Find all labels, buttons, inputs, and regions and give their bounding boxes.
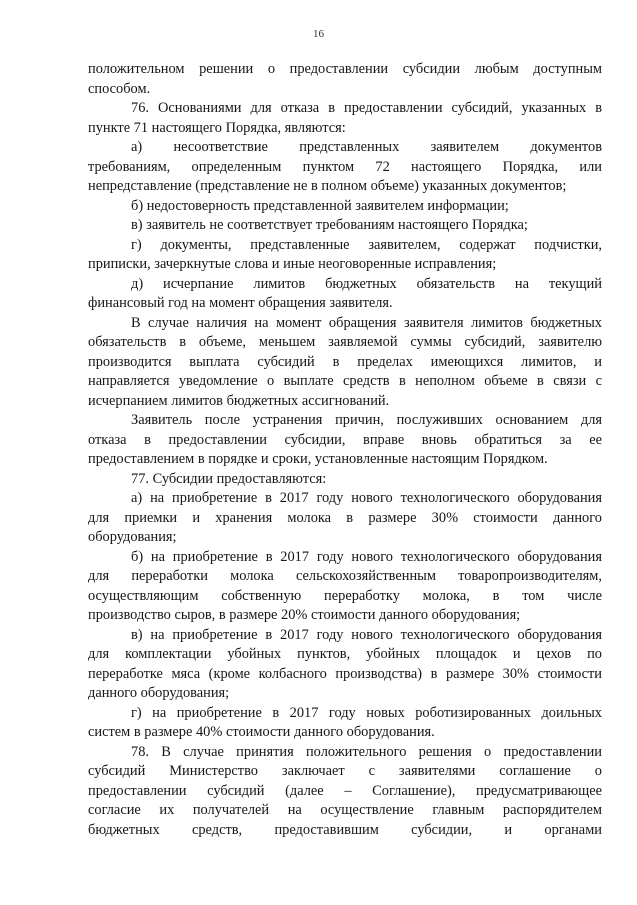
text-line: 77. Субсидии предоставляются: — [131, 470, 327, 487]
text-line: предоставлением в порядке и сроки, установленные настоящим Порядком. — [88, 451, 548, 467]
text-line: исчерпанием лимитов бюджетных ассигнований. — [88, 392, 390, 409]
text-line: способом. — [88, 80, 151, 97]
text-line: приписки, зачеркнутые слова и иные неоговоренные исправления; — [88, 256, 497, 272]
text-line: д) исчерпание лимитов бюджетных обязательств на текущий — [131, 275, 602, 292]
text-line: б) недостоверность представленной заявителем информации; — [131, 197, 509, 214]
text-line: отказа в предоставлении субсидии, вправе вновь обратиться за ее — [88, 431, 602, 448]
text-line: г) документы, представленные заявителем, содержат подчистки, — [131, 236, 602, 253]
document-body — [88, 60, 602, 840]
text-line: производится выплата субсидий в пределах имеющихся лимитов, и — [88, 353, 602, 370]
text-line: в) заявитель не соответствует требованиям настоящего Порядка; — [131, 217, 528, 233]
text-line: 78. В случае принятия положительного решения о предоставлении — [131, 743, 602, 760]
text-line: оборудования; — [88, 529, 177, 545]
text-line: пункте 71 настоящего Порядка, являются: — [88, 119, 346, 136]
text-line: требованиям, определенным пунктом 72 настоящего Порядка, или — [88, 158, 602, 175]
text-line: В случае наличия на момент обращения заявителя лимитов бюджетных — [131, 314, 602, 331]
text-line: для комплектации убойных пунктов, убойных площадок и цехов по — [88, 646, 602, 662]
text-line: субсидий Министерство заключает с заявителями соглашение о — [88, 763, 602, 779]
text-line: Заявитель после устранения причин, послуживших основанием для — [131, 412, 602, 428]
text-line: данного оборудования; — [88, 685, 230, 701]
text-line: систем в размере 40% стоимости данного оборудования. — [88, 724, 435, 740]
text-line: положительном решении о предоставлении субсидии любым доступным — [88, 61, 602, 77]
text-line: а) несоответствие представленных заявителем документов — [131, 139, 602, 155]
text-line: переработке мяса (кроме колбасного производства) в размере 30% стоимости — [88, 665, 602, 682]
text-line: 76. Основаниями для отказа в предоставлении субсидий, указанных в — [131, 100, 602, 116]
text-line: для переработки молока сельскохозяйственным товаропроизводителям, — [88, 568, 602, 584]
text-line: для приемки и хранения молока в размере 30% стоимости данного — [88, 509, 602, 526]
text-line: финансовый год на момент обращения заявителя. — [88, 295, 393, 311]
text-line: бюджетных средств, предоставившим субсидии, и органами — [88, 821, 602, 838]
page-number: 16 — [313, 28, 324, 40]
text-line: предоставлении субсидий (далее – Соглашение), предусматривающее — [88, 782, 602, 799]
text-line: непредставление (представление не в полном объеме) указанных документов; — [88, 178, 567, 194]
text-line: в) на приобретение в 2017 году нового технологического оборудования — [131, 626, 602, 643]
text-line: производство сыров, в размере 20% стоимости данного оборудования; — [88, 607, 521, 623]
text-line: осуществляющим собственную переработку молока, в том числе — [88, 587, 602, 604]
text-line: направляется уведомление о выплате средств в неполном объеме в связи с — [88, 373, 602, 389]
text-line: а) на приобретение в 2017 году нового технологического оборудования — [131, 490, 602, 506]
text-line: согласие их получателей на осуществление главным распорядителем — [88, 802, 602, 818]
text-line: б) на приобретение в 2017 году нового технологического оборудования — [131, 548, 602, 565]
text-line: г) на приобретение в 2017 году новых роботизированных доильных — [131, 704, 602, 721]
text-line: обязательств в объеме, меньшем заявляемой суммы субсидий, заявителю — [88, 334, 602, 350]
